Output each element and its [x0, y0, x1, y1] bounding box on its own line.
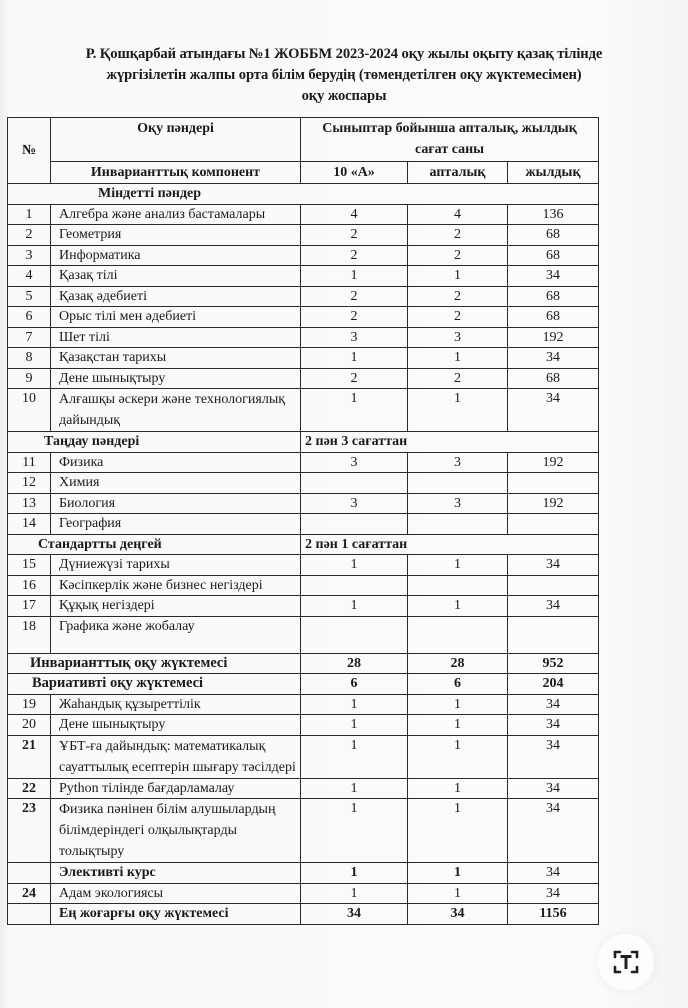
row-yearly: 192 [508, 327, 599, 348]
elective-course-label: Элективті курс [51, 863, 301, 884]
variative-total-row [8, 674, 599, 695]
table-row [8, 694, 599, 715]
row-class-hours: 1 [301, 735, 408, 778]
row-class-hours: 1 [301, 715, 408, 736]
row-weekly: 1 [408, 596, 508, 617]
row-subject: Химия [51, 473, 301, 494]
row-no: 9 [8, 368, 51, 389]
table-row [8, 348, 599, 369]
row-no: 11 [8, 452, 51, 473]
row-subject: Python тілінде бағдарламалау [51, 778, 301, 799]
title-line-1: Р. Қошқарбай атындағы №1 ЖОББМ 2023-2024 оқу жылы оқыту қазақ тілінде [85, 46, 603, 62]
row-weekly [408, 473, 508, 494]
row-class-hours [301, 473, 408, 494]
row-no: 14 [8, 514, 51, 535]
row-yearly: 136 [508, 204, 599, 225]
variative-total-class: 6 [301, 674, 408, 695]
row-no: 18 [8, 616, 51, 653]
table-row [8, 715, 599, 736]
variative-total-yearly: 204 [508, 674, 599, 695]
row-class-hours: 1 [301, 266, 408, 287]
header-row-1 [8, 118, 599, 162]
row-yearly: 192 [508, 452, 599, 473]
row-no: 2 [8, 225, 51, 246]
row-weekly: 3 [408, 452, 508, 473]
curriculum-table [7, 117, 599, 925]
row-subject: Қазақ тілі [51, 266, 301, 287]
table-row [8, 225, 599, 246]
row-subject: Қазақ әдебиеті [51, 286, 301, 307]
header-yearly: жылдық [508, 162, 599, 184]
invariant-total-weekly: 28 [408, 653, 508, 674]
max-total-yearly: 1156 [508, 904, 599, 925]
row-yearly: 34 [508, 694, 599, 715]
row-subject: Дене шынықтыру [51, 368, 301, 389]
row-class-hours: 2 [301, 368, 408, 389]
row-weekly: 1 [408, 883, 508, 904]
table-row [8, 286, 599, 307]
section-elective [8, 432, 599, 453]
row-no: 13 [8, 493, 51, 514]
row-weekly: 1 [408, 389, 508, 432]
row-no: 16 [8, 575, 51, 596]
row-no: 6 [8, 307, 51, 328]
max-total-row [8, 904, 599, 925]
table-row [8, 452, 599, 473]
table-row [8, 735, 599, 778]
row-no: 10 [8, 389, 51, 432]
header-row-2 [8, 162, 599, 184]
section-mandatory-label: Міндетті пәндер [8, 184, 599, 205]
row-subject: Физика [51, 452, 301, 473]
row-subject: Орыс тілі мен әдебиеті [51, 307, 301, 328]
row-weekly: 1 [408, 735, 508, 778]
row-class-hours: 3 [301, 493, 408, 514]
row-subject: Құқық негіздері [51, 596, 301, 617]
row-no: 7 [8, 327, 51, 348]
row-yearly: 34 [508, 883, 599, 904]
section-elective-label: Таңдау пәндері [8, 432, 301, 453]
table-row [8, 555, 599, 576]
row-class-hours: 1 [301, 555, 408, 576]
row-subject: Жаһандық құзыреттілік [51, 694, 301, 715]
row-weekly: 2 [408, 245, 508, 266]
invariant-total-label: Инварианттық оқу жүктемесі [8, 653, 301, 674]
table-row [8, 514, 599, 535]
max-total-label: Ең жоғарғы оқу жүктемесі [51, 904, 301, 925]
row-yearly: 34 [508, 266, 599, 287]
row-weekly [408, 514, 508, 535]
max-total-weekly: 34 [408, 904, 508, 925]
row-no: 17 [8, 596, 51, 617]
row-class-hours [301, 616, 408, 653]
row-yearly: 68 [508, 225, 599, 246]
row-no: 15 [8, 555, 51, 576]
section-mandatory [8, 184, 599, 205]
row-weekly: 3 [408, 327, 508, 348]
row-subject: Геометрия [51, 225, 301, 246]
row-weekly: 1 [408, 348, 508, 369]
row-no: 20 [8, 715, 51, 736]
row-yearly: 68 [508, 286, 599, 307]
table-row [8, 799, 599, 863]
header-weekly: апталық [408, 162, 508, 184]
row-yearly: 34 [508, 778, 599, 799]
section-elective-note: 2 пән 3 сағаттан [301, 432, 599, 453]
table-row [8, 493, 599, 514]
text-scan-icon [613, 949, 639, 975]
row-yearly [508, 514, 599, 535]
section-standard [8, 534, 599, 555]
variative-total-weekly: 6 [408, 674, 508, 695]
max-total-class: 34 [301, 904, 408, 925]
elective-course-yearly: 34 [508, 863, 599, 884]
table-row [8, 307, 599, 328]
row-weekly: 4 [408, 204, 508, 225]
row-no: 22 [8, 778, 51, 799]
invariant-total-class: 28 [301, 653, 408, 674]
row-yearly: 34 [508, 715, 599, 736]
header-class: 10 «А» [301, 162, 408, 184]
section-standard-label: Стандартты деңгей [8, 534, 301, 555]
row-class-hours: 1 [301, 389, 408, 432]
row-class-hours: 2 [301, 245, 408, 266]
row-no: 1 [8, 204, 51, 225]
row-weekly: 2 [408, 368, 508, 389]
row-no: 21 [8, 735, 51, 778]
table-row [8, 389, 599, 432]
row-weekly [408, 616, 508, 653]
title-line-2: жүргізілетін жалпы орта білім берудің (төмендетілген оқу жүктемесімен) [106, 67, 582, 83]
row-yearly [508, 616, 599, 653]
document-title [0, 44, 688, 107]
row-subject: Адам экологиясы [51, 883, 301, 904]
row-no: 12 [8, 473, 51, 494]
title-line-3: оқу жоспары [301, 88, 387, 104]
row-subject: Шет тілі [51, 327, 301, 348]
row-weekly: 3 [408, 493, 508, 514]
row-subject: Биология [51, 493, 301, 514]
row-no-empty [8, 863, 51, 884]
header-no: № [8, 118, 51, 184]
row-class-hours [301, 514, 408, 535]
row-no: 19 [8, 694, 51, 715]
row-yearly: 68 [508, 245, 599, 266]
table-row [8, 575, 599, 596]
row-class-hours: 1 [301, 799, 408, 863]
row-weekly: 1 [408, 715, 508, 736]
header-component: Инварианттық компонент [51, 162, 301, 184]
row-yearly: 34 [508, 596, 599, 617]
row-yearly: 68 [508, 368, 599, 389]
row-weekly: 1 [408, 266, 508, 287]
invariant-total-row [8, 653, 599, 674]
row-subject: Физика пәнінен білім алушылардың білімдеріндегі олқылықтарды толықтыру [51, 799, 301, 863]
row-class-hours [301, 575, 408, 596]
row-weekly: 1 [408, 778, 508, 799]
row-weekly: 2 [408, 286, 508, 307]
row-no: 23 [8, 799, 51, 863]
row-class-hours: 2 [301, 307, 408, 328]
variative-total-label: Вариативті оқу жүктемесі [8, 674, 301, 695]
row-weekly [408, 575, 508, 596]
row-no: 3 [8, 245, 51, 266]
row-subject: Алғашқы әскери және технологиялық дайындық [51, 389, 301, 432]
elective-course-weekly: 1 [408, 863, 508, 884]
row-yearly: 192 [508, 493, 599, 514]
row-class-hours: 3 [301, 327, 408, 348]
table-row [8, 204, 599, 225]
table-row [8, 266, 599, 287]
table-row [8, 245, 599, 266]
elective-course-class: 1 [301, 863, 408, 884]
row-class-hours: 1 [301, 596, 408, 617]
row-subject: Графика және жобалау [51, 616, 301, 653]
elective-course-row [8, 863, 599, 884]
row-subject: Қазақстан тарихы [51, 348, 301, 369]
table-row [8, 778, 599, 799]
table-row [8, 473, 599, 494]
row-weekly: 2 [408, 307, 508, 328]
row-yearly [508, 575, 599, 596]
row-class-hours: 1 [301, 348, 408, 369]
row-yearly: 34 [508, 348, 599, 369]
row-subject: ҰБТ-ға дайындық: математикалық сауаттылық есептерін шығару тәсілдері [51, 735, 301, 778]
row-weekly: 1 [408, 799, 508, 863]
section-standard-note: 2 пән 1 сағаттан [301, 534, 599, 555]
row-yearly: 34 [508, 735, 599, 778]
row-class-hours: 1 [301, 694, 408, 715]
scan-text-button[interactable] [598, 934, 654, 990]
header-hours-group: Сыныптар бойынша апталық, жылдық сағат саны [301, 118, 599, 162]
row-no: 4 [8, 266, 51, 287]
row-subject: География [51, 514, 301, 535]
row-yearly: 34 [508, 555, 599, 576]
row-subject: Алгебра және анализ бастамалары [51, 204, 301, 225]
invariant-total-yearly: 952 [508, 653, 599, 674]
table-row [8, 327, 599, 348]
row-subject: Кәсіпкерлік және бизнес негіздері [51, 575, 301, 596]
row-class-hours: 1 [301, 778, 408, 799]
row-weekly: 2 [408, 225, 508, 246]
row-no-empty [8, 904, 51, 925]
row-subject: Дене шынықтыру [51, 715, 301, 736]
row-class-hours: 4 [301, 204, 408, 225]
row-no: 5 [8, 286, 51, 307]
row-class-hours: 2 [301, 286, 408, 307]
table-row [8, 883, 599, 904]
table-row [8, 368, 599, 389]
row-class-hours: 3 [301, 452, 408, 473]
row-subject: Дүниежүзі тарихы [51, 555, 301, 576]
row-no: 24 [8, 883, 51, 904]
row-weekly: 1 [408, 555, 508, 576]
row-yearly: 34 [508, 389, 599, 432]
row-class-hours: 1 [301, 883, 408, 904]
row-yearly: 68 [508, 307, 599, 328]
row-weekly: 1 [408, 694, 508, 715]
row-yearly [508, 473, 599, 494]
table-row [8, 596, 599, 617]
table-row [8, 616, 599, 653]
row-subject: Информатика [51, 245, 301, 266]
row-yearly: 34 [508, 799, 599, 863]
header-subjects: Оқу пәндері [51, 118, 301, 162]
row-no: 8 [8, 348, 51, 369]
row-class-hours: 2 [301, 225, 408, 246]
